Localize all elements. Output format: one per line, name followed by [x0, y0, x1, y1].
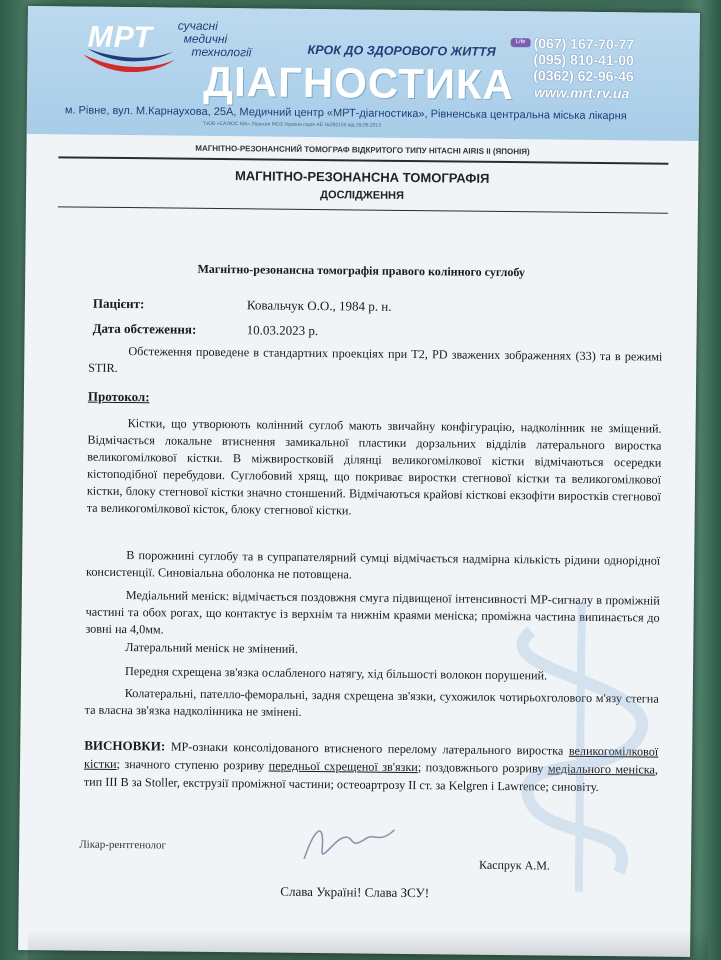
document-title: МАГНІТНО-РЕЗОНАНСНА ТОМОГРАФІЯ — [234, 168, 490, 186]
conclusion-label: ВИСНОВКИ: — [84, 737, 166, 754]
phone-number: (0362) 62-96-46 — [533, 67, 634, 85]
protocol-paragraph: Передня схрещена зв'язка ослабленого натягу, хід більшості волокон порушений. — [124, 664, 548, 683]
header-slogan: КРОК ДО ЗДОРОВОГО ЖИТТЯ — [307, 42, 496, 59]
clinic-address: м. Рівне, вул. М.Карнаухова, 25А, Медичний центр «МРТ-діагностика», Рівненська центральна міська лікарня — [64, 104, 627, 123]
divider — [58, 206, 668, 213]
document-subtitle: ДОСЛІДЖЕННЯ — [320, 189, 404, 202]
conclusion-highlight: великогомілкової кістки — [83, 743, 659, 771]
protocol-heading: Протокол: — [87, 388, 150, 405]
phone-number: (067) 167-70-77 — [533, 35, 635, 53]
protocol-paragraph: В порожнині суглобу та в супрапателярний сумці відмічається надмірна кількість рідини однорідної консистенції. Синовіальна оболонка не потовщена. — [86, 548, 661, 582]
letterhead — [27, 6, 700, 141]
study-title: Магнітно-резонансна томографія правого колінного суглобу — [197, 261, 526, 280]
tagline-line: медичні — [183, 31, 228, 47]
conclusion-highlight: медіального меніска — [547, 761, 656, 777]
logo-text: МРТ — [87, 20, 154, 55]
phone-list — [533, 35, 683, 85]
doctor-role: Лікар-рентгенолог — [79, 838, 167, 852]
doctor-name: Каспрук А.М. — [478, 857, 551, 873]
conclusion-text: ; значного ступеню розриву — [116, 756, 269, 773]
license-line: ТзОВ «САЛЮС МА» Ліцензія МОЗ України серія АЕ №282155 від 29.08.2013 — [202, 120, 382, 129]
patient-label: Пацієнт: — [92, 295, 145, 312]
exam-date-label: Дата обстеження: — [92, 320, 197, 337]
document-sheet — [18, 6, 700, 957]
protocol-paragraph: Латеральний меніск не змінений. — [125, 640, 298, 656]
conclusion-text: , тип III В за Stoller, екструзії проміжної частини; остеоартрозу II ст. за Kelgren і Lawrence; синовіту. — [83, 762, 659, 795]
closing-slogan: Слава Україні! Слава ЗСУ! — [280, 883, 430, 901]
brand-name: ДІАГНОСТИКА — [202, 57, 515, 109]
divider — [58, 156, 668, 164]
phone-number: (095) 810-41-00 — [533, 51, 634, 69]
caduceus-watermark-icon — [489, 591, 672, 893]
tagline-line: технології — [191, 44, 252, 60]
signature-icon — [294, 809, 405, 870]
website-link[interactable]: www.mrt.rv.ua — [534, 84, 630, 102]
intro-paragraph: Обстеження проведене в стандартних проекціях при T2, PD зважених зображеннях (33) та в режимі STIR. — [88, 344, 663, 375]
conclusion-text: МР-ознаки консолідованого втисненого перелому латерального виростка — [165, 739, 569, 758]
scanner-info: МАГНІТНО-РЕЗОНАНСНИЙ ТОМОГРАФ ВІДКРИТОГО ТИПУ HITACHI AIRIS II (ЯПОНІЯ) — [195, 143, 530, 157]
exam-date-value: 10.03.2023 р. — [246, 322, 319, 339]
patient-value: Ковальчук О.О., 1984 р. н. — [246, 297, 392, 314]
logo-tagline — [177, 20, 317, 60]
protocol-paragraph: Кістки, що утворюють колінний суглоб мають звичайну конфігурацію, надколінник не зміщений. Відмічається локальне втиснення замикальної пластики дорзальних відділів латерального виростка великогомілкової кістки. В міжвиростковій ділянці великогомілкової кістки відмічаються осередки кістоподібної перебудови. Суглобовий хрящ, що покриває виростки стегнової кістки та великогомілкової кістки, блоку стегнової кістки значно стоншений. Відмічаються крайові кісткові екзофіти виростків стегнової та великогомілкової кісток, блоку стегнової кістки. — [86, 416, 662, 518]
conclusion-highlight: передньої схрещеної зв'язки — [268, 758, 418, 775]
protocol-paragraph: Колатеральні, пателло-феморальні, задня схрещена зв'язки, сухожилок чотирьохголового м'язу стегна та власна зв'язка надколінника не змінені. — [84, 686, 659, 719]
page-shadow — [28, 930, 708, 960]
phone-operator-badge: Life — [511, 38, 531, 47]
conclusion-text: ; поздовжнього розриву — [417, 760, 548, 776]
tagline-line: сучасні — [177, 18, 218, 33]
protocol-paragraph: Медіальний меніск: відмічається поздовжня смуга підвищеної інтенсивності МР-сигналу в проміжній частині та обох рогах, що контактує із верхнім та нижнім краями меніска; проміжна частина випинається до зовні на 4,0мм. — [85, 588, 660, 637]
